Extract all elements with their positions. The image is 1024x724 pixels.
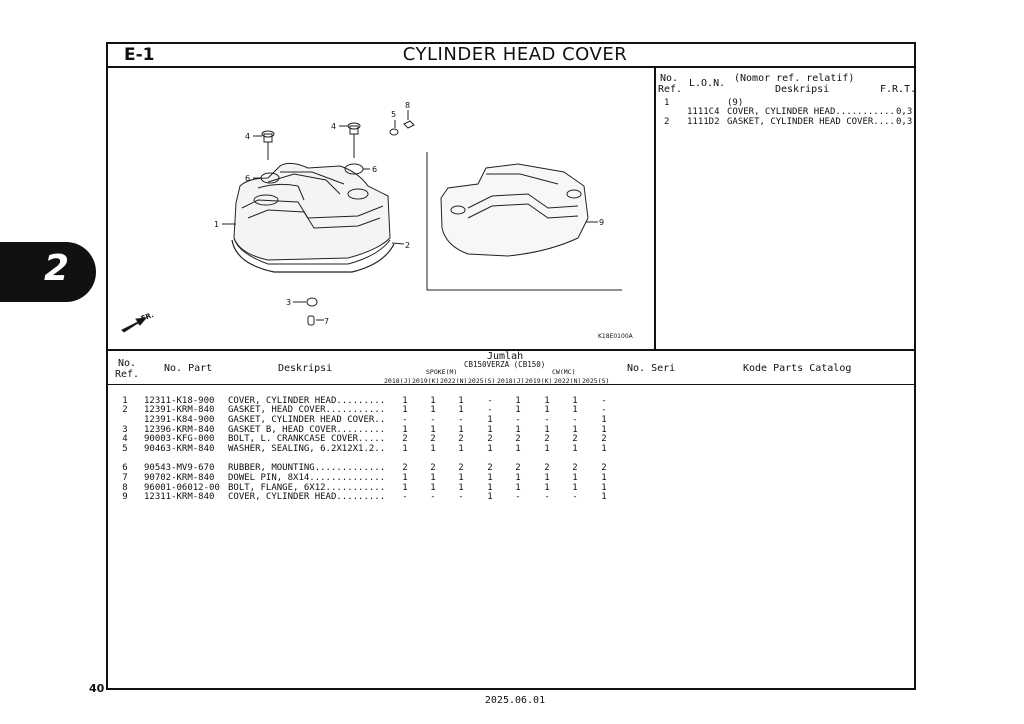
ref-lon-header: L.O.N. xyxy=(689,78,726,89)
row-part-number: 90463-KRM-840 xyxy=(144,444,215,454)
row-quantity: 1 xyxy=(572,396,578,406)
row-quantity: - xyxy=(487,405,493,415)
row-ref: 8 xyxy=(122,483,128,493)
row-quantity: 1 xyxy=(487,492,493,502)
year-0: 2018(J) xyxy=(384,377,412,385)
callout-4a: 4 xyxy=(245,132,251,141)
ref-row-3-desc: GASKET, CYLINDER HEAD COVER.... xyxy=(727,117,895,127)
year-2: 2022(N) xyxy=(440,377,468,385)
row-quantity: 1 xyxy=(601,425,607,435)
row-quantity: 1 xyxy=(487,444,493,454)
row-quantity: 1 xyxy=(601,473,607,483)
ref-row-2-desc: COVER, CYLINDER HEAD........... xyxy=(727,107,895,117)
vertical-divider xyxy=(654,68,656,350)
catalog-header: Kode Parts Catalog xyxy=(743,363,852,374)
row-quantity: 1 xyxy=(458,425,464,435)
row-quantity: - xyxy=(515,492,521,502)
row-description: GASKET B, HEAD COVER......... xyxy=(228,425,386,435)
year-3: 2025(S) xyxy=(468,377,496,385)
row-quantity: 1 xyxy=(544,396,550,406)
ref-nomor-header: (Nomor ref. relatif) xyxy=(734,73,855,84)
row-quantity: - xyxy=(544,415,550,425)
callout-6a: 6 xyxy=(245,174,251,183)
cw-header: CW(MC) xyxy=(552,368,576,376)
row-description: BOLT, L. CRANKCASE COVER..... xyxy=(228,434,386,444)
parts-desc-header: Deskripsi xyxy=(278,363,333,374)
row-quantity: - xyxy=(544,492,550,502)
row-quantity: 1 xyxy=(487,415,493,425)
callout-9: 9 xyxy=(599,218,605,227)
row-ref: 4 xyxy=(122,434,128,444)
diagram-code: K18E0100A xyxy=(598,333,633,340)
year-5: 2019(K) xyxy=(525,377,553,385)
row-quantity: 1 xyxy=(515,425,521,435)
row-quantity: - xyxy=(572,492,578,502)
row-quantity: 1 xyxy=(572,444,578,454)
row-quantity: 1 xyxy=(458,473,464,483)
callout-8: 8 xyxy=(405,101,411,110)
row-quantity: 2 xyxy=(515,463,521,473)
footer-date: 2025.06.01 xyxy=(484,695,546,706)
parts-ref-header: Ref. xyxy=(115,369,140,380)
row-description: GASKET, HEAD COVER........... xyxy=(228,405,386,415)
row-description: COVER, CYLINDER HEAD......... xyxy=(228,492,386,502)
row-quantity: - xyxy=(430,415,436,425)
callout-1: 1 xyxy=(214,220,220,229)
callout-5: 5 xyxy=(391,110,397,119)
diagram-svg xyxy=(108,68,654,350)
row-quantity: 2 xyxy=(601,434,607,444)
row-quantity: 1 xyxy=(515,444,521,454)
page-number: 40 xyxy=(89,682,105,695)
row-quantity: - xyxy=(572,415,578,425)
row-quantity: 1 xyxy=(515,405,521,415)
row-quantity: 1 xyxy=(572,483,578,493)
ref-row-2-lon: 1111C4 xyxy=(687,107,720,117)
row-quantity: 2 xyxy=(430,463,436,473)
row-quantity: 1 xyxy=(601,444,607,454)
row-quantity: 1 xyxy=(458,405,464,415)
row-part-number: 12311-KRM-840 xyxy=(144,492,215,502)
ref-desc-header: Deskripsi xyxy=(775,84,830,95)
row-quantity: 1 xyxy=(601,415,607,425)
ref-no-header: No. xyxy=(660,73,679,84)
row-description: GASKET, CYLINDER HEAD COVER.. xyxy=(228,415,386,425)
row-ref: 2 xyxy=(122,405,128,415)
row-part-number: 12396-KRM-840 xyxy=(144,425,215,435)
row-quantity: - xyxy=(402,415,408,425)
row-quantity: 1 xyxy=(430,444,436,454)
ref-frt-header: F.R.T. xyxy=(880,84,917,95)
ref-row-3-frt: 0,3 xyxy=(896,117,913,127)
spoke-header: SPOKE(M) xyxy=(426,368,458,376)
bolt-drawing xyxy=(262,123,360,160)
row-quantity: 1 xyxy=(544,405,550,415)
row-ref: 1 xyxy=(122,396,128,406)
row-quantity: 1 xyxy=(430,425,436,435)
row-quantity: 1 xyxy=(458,396,464,406)
parts-part-header: No. Part xyxy=(164,363,213,374)
row-quantity: 1 xyxy=(544,483,550,493)
row-quantity: - xyxy=(458,492,464,502)
row-ref: 7 xyxy=(122,473,128,483)
year-7: 2025(S) xyxy=(582,377,610,385)
row-quantity: 2 xyxy=(487,434,493,444)
row-description: COVER, CYLINDER HEAD......... xyxy=(228,396,386,406)
row-quantity: 1 xyxy=(572,425,578,435)
row-description: DOWEL PIN, 8X14.............. xyxy=(228,473,386,483)
parts-no-header: No. xyxy=(118,358,137,369)
row-quantity: 1 xyxy=(402,473,408,483)
row-quantity: 1 xyxy=(572,405,578,415)
row-part-number: 96001-06012-00 xyxy=(144,483,220,493)
callout-2: 2 xyxy=(405,241,411,250)
exploded-diagram xyxy=(108,68,654,350)
row-quantity: 1 xyxy=(487,425,493,435)
row-quantity: 1 xyxy=(458,483,464,493)
row-quantity: 1 xyxy=(515,396,521,406)
row-quantity: 1 xyxy=(487,483,493,493)
row-ref: 6 xyxy=(122,463,128,473)
row-quantity: - xyxy=(458,415,464,425)
ref-ref-header: Ref. xyxy=(658,84,683,95)
year-6: 2022(N) xyxy=(554,377,582,385)
row-quantity: 1 xyxy=(458,444,464,454)
year-4: 2018(J) xyxy=(497,377,525,385)
ref-row-2-frt: 0,3 xyxy=(896,107,913,117)
row-quantity: 1 xyxy=(544,444,550,454)
row-quantity: 2 xyxy=(572,434,578,444)
row-quantity: 2 xyxy=(601,463,607,473)
callout-6b: 6 xyxy=(372,165,378,174)
row-quantity: 1 xyxy=(601,483,607,493)
row-quantity: 1 xyxy=(487,473,493,483)
row-part-number: 12391-KRM-840 xyxy=(144,405,215,415)
row-quantity: 2 xyxy=(544,463,550,473)
row-quantity: 1 xyxy=(402,405,408,415)
ref-row-1-desc: (9) xyxy=(727,98,744,108)
ref-row-3-ref: 2 xyxy=(664,117,670,127)
row-quantity: 2 xyxy=(487,463,493,473)
ref-row-1-ref: 1 xyxy=(664,98,670,108)
row-quantity: 2 xyxy=(458,434,464,444)
row-ref: 9 xyxy=(122,492,128,502)
row-quantity: 2 xyxy=(402,434,408,444)
callout-4b: 4 xyxy=(331,122,337,131)
row-quantity: 2 xyxy=(458,463,464,473)
model-header: CB150VERZA (CB150) xyxy=(464,360,546,369)
row-quantity: 2 xyxy=(544,434,550,444)
row-quantity: 1 xyxy=(430,473,436,483)
callout-7: 7 xyxy=(324,317,330,326)
row-quantity: 1 xyxy=(402,483,408,493)
ref-row-3-lon: 1111D2 xyxy=(687,117,720,127)
row-quantity: 1 xyxy=(430,396,436,406)
seri-header: No. Seri xyxy=(627,363,676,374)
row-part-number: 12391-K84-900 xyxy=(144,415,215,425)
row-part-number: 12311-K18-900 xyxy=(144,396,215,406)
row-part-number: 90003-KFG-000 xyxy=(144,434,215,444)
chapter-tab-number: 2 xyxy=(44,248,70,289)
page-title: CYLINDER HEAD COVER xyxy=(402,44,628,65)
year-1: 2019(K) xyxy=(412,377,440,385)
row-part-number: 90702-KRM-840 xyxy=(144,473,215,483)
row-ref: 3 xyxy=(122,425,128,435)
fr-label: FR. xyxy=(139,310,155,323)
row-quantity: 1 xyxy=(402,396,408,406)
row-part-number: 90543-MV9-670 xyxy=(144,463,215,473)
row-description: WASHER, SEALING, 6.2X12X1.2.. xyxy=(228,444,386,454)
row-quantity: - xyxy=(601,405,607,415)
row-quantity: - xyxy=(402,492,408,502)
section-code: E-1 xyxy=(124,45,155,65)
row-description: BOLT, FLANGE, 6X12........... xyxy=(228,483,386,493)
row-quantity: 1 xyxy=(515,483,521,493)
inset-cover-drawing xyxy=(441,164,588,256)
row-ref: 5 xyxy=(122,444,128,454)
row-quantity: 2 xyxy=(515,434,521,444)
row-quantity: 2 xyxy=(430,434,436,444)
row-quantity: 1 xyxy=(430,405,436,415)
row-quantity: 2 xyxy=(402,463,408,473)
row-quantity: 1 xyxy=(402,425,408,435)
jumlah-header: Jumlah xyxy=(487,351,524,362)
row-quantity: 1 xyxy=(572,473,578,483)
row-quantity: - xyxy=(515,415,521,425)
row-description: RUBBER, MOUNTING............. xyxy=(228,463,386,473)
row-quantity: 1 xyxy=(544,473,550,483)
row-quantity: - xyxy=(601,396,607,406)
row-quantity: 1 xyxy=(515,473,521,483)
row-quantity: - xyxy=(430,492,436,502)
row-quantity: 1 xyxy=(430,483,436,493)
row-quantity: 1 xyxy=(402,444,408,454)
row-quantity: 1 xyxy=(544,425,550,435)
row-quantity: 2 xyxy=(572,463,578,473)
cylinder-head-cover-drawing xyxy=(234,163,390,264)
row-quantity: - xyxy=(487,396,493,406)
callout-3: 3 xyxy=(286,298,292,307)
row-quantity: 1 xyxy=(601,492,607,502)
